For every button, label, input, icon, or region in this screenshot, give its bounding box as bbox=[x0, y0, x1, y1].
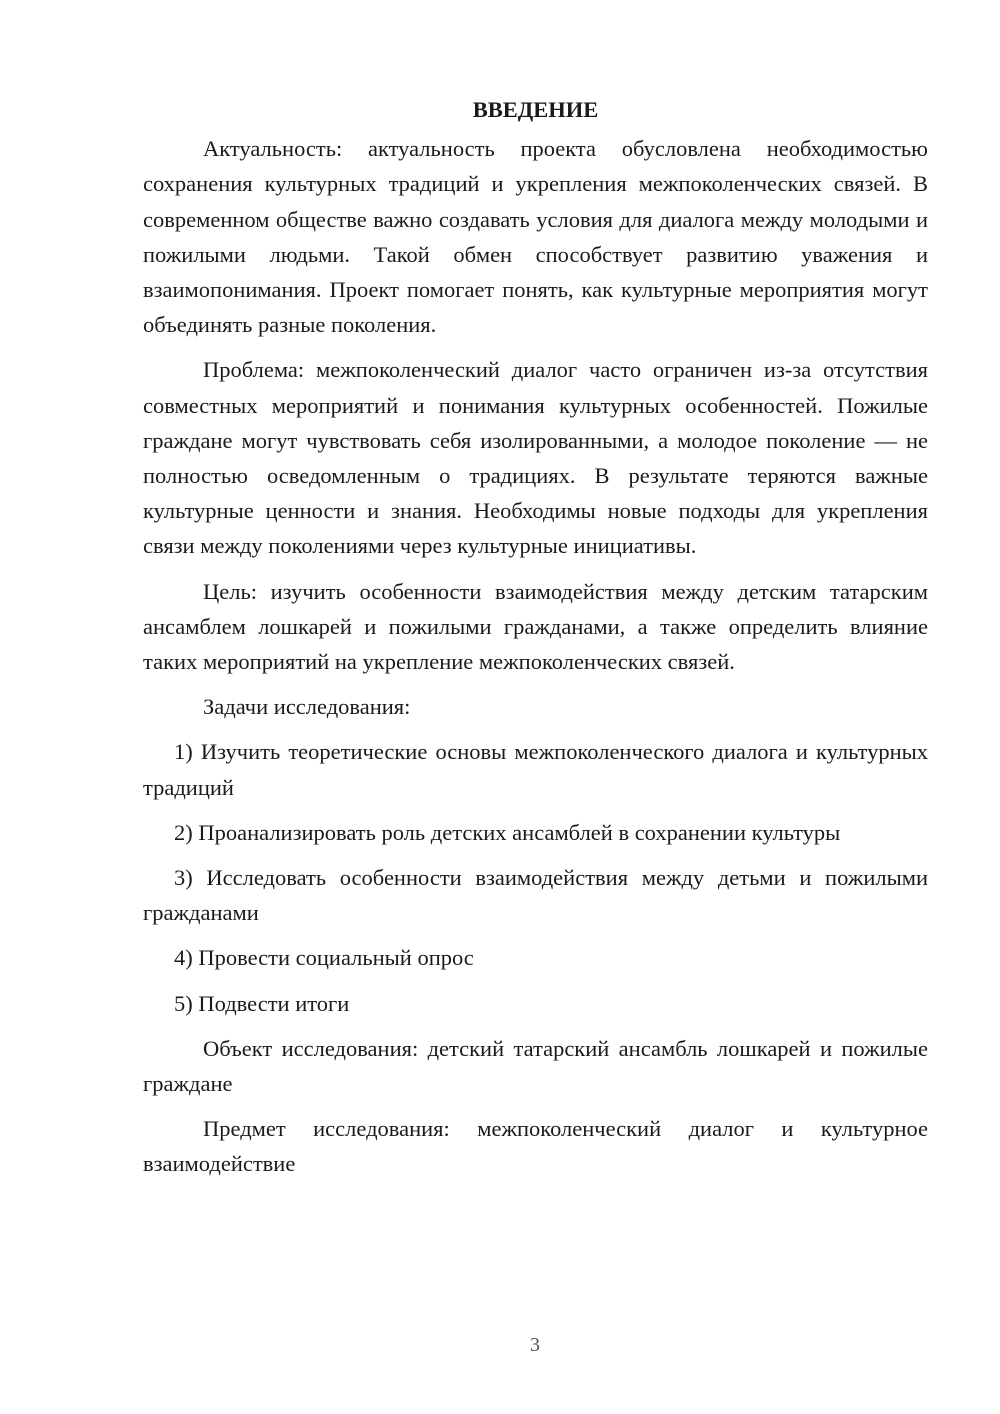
problem-paragraph: Проблема: межпоколенческий диалог часто ограничен из-за отсутствия совместных мероприятий и понимания культурных особенностей. Пожилые граждане могут чувствовать себя изолированными, а молодое поколение — не полностью осведомленным о традициях. В результате теряются важные культурные ценности и знания. Необходимы новые подходы для укрепления связи между поколениями через культурные инициативы. bbox=[143, 357, 928, 559]
page-content bbox=[143, 92, 928, 1182]
object-paragraph: Объект исследования: детский татарский ансамбль лошкарей и пожилые граждане bbox=[143, 1035, 928, 1097]
task-item-3: 3) Исследовать особенности взаимодействия между детьми и пожилыми гражданами bbox=[143, 865, 928, 926]
task-item-4: 4) Провести социальный опрос bbox=[174, 945, 474, 971]
task-item-2: 2) Проанализировать роль детских ансамблей в сохранении культуры bbox=[174, 819, 841, 845]
page-number: 3 bbox=[530, 1334, 540, 1356]
tasks-heading: Задачи исследования: bbox=[203, 694, 411, 720]
task-item-1: 1) Изучить теоретические основы межпоколенческого диалога и культурных традиций bbox=[143, 739, 928, 800]
relevance-paragraph: Актуальность: актуальность проекта обусловлена необходимостью сохранения культурных традиций и укрепления межпоколенческих связей. В современном обществе важно создавать условия для диалога между молодыми и пожилыми людьми. Такой обмен способствует развитию уважения и взаимопонимания. Проект помогает понять, как культурные мероприятия могут объединять разные поколения. bbox=[143, 136, 928, 338]
subject-paragraph: Предмет исследования: межпоколенческий диалог и культурное взаимодействие bbox=[143, 1116, 928, 1177]
goal-paragraph: Цель: изучить особенности взаимодействия между детским татарским ансамблем лошкарей и пожилыми гражданами, а также определить влияние таких мероприятий на укрепление межпоколенческих связей. bbox=[143, 578, 928, 675]
task-item-5: 5) Подвести итоги bbox=[174, 990, 350, 1016]
page-title: ВВЕДЕНИЕ bbox=[472, 97, 599, 122]
